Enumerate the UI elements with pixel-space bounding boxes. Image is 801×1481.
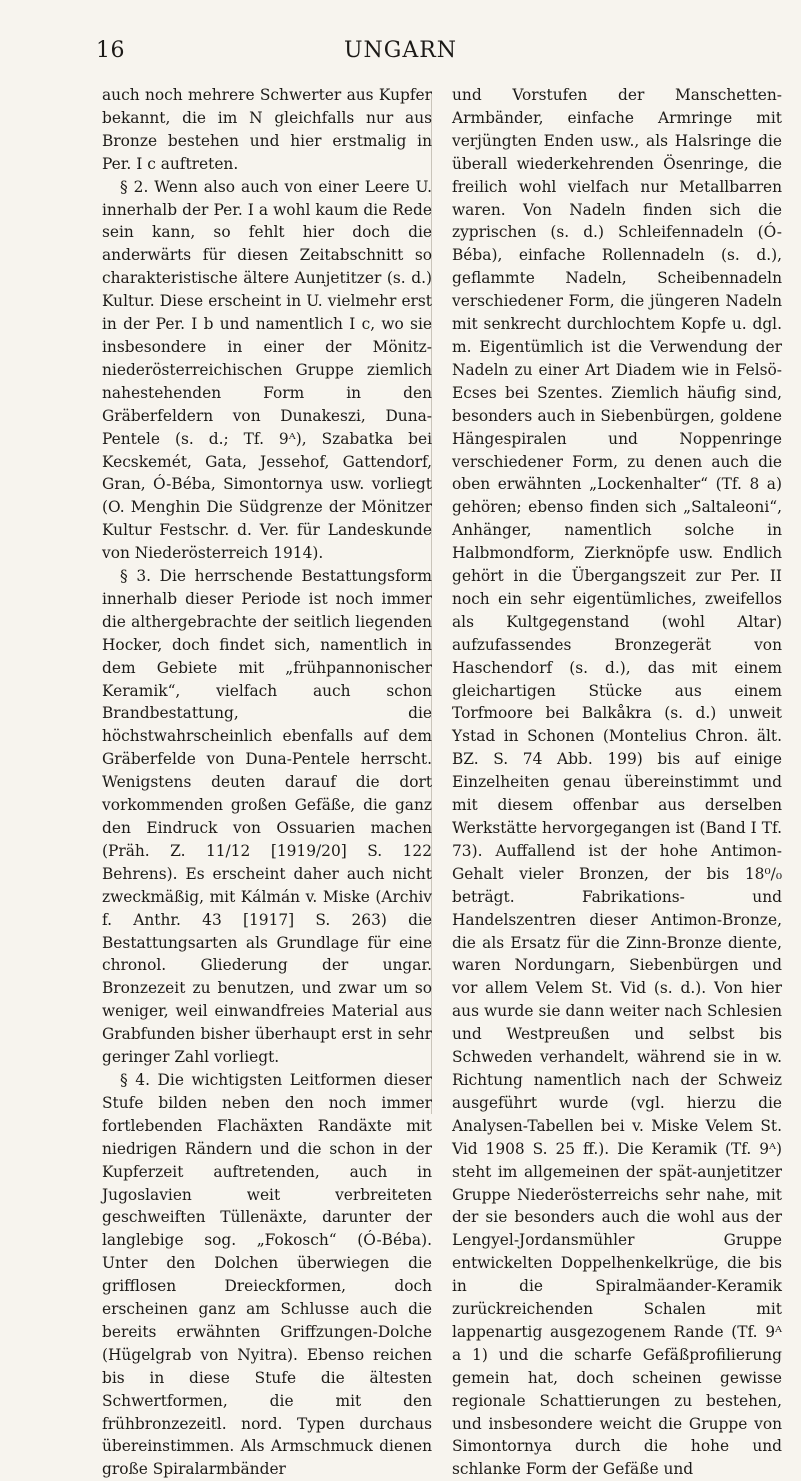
paragraph-section-3: § 3. Die herrschende Bestattungsform innerhalb dieser Periode ist noch immer die althergebrachte der seitlich liegenden Hocker, doch findet sich, namentlich in dem Gebiete mit „frühpannonischer Keramik“, vielfach auch schon Brandbestattung, die höchstwahrscheinlich ebenfalls auf dem Gräberfelde von Duna-Pentele herrscht. Wenigstens deuten darauf die dort vorkommenden großen Gefäße, die ganz den Eindruck von Ossuarien machen (Präh. Z. 11/12 [1919/20] S. 122 Behrens). Es erscheint daher auch nicht zweckmäßig, mit Kálmán v. Miske (Archiv f. Anthr. 43 [1917] S. 263) die Bestattungsarten als Grundlage für eine chronol. Gliederung der ungar. Bronzezeit zu benutzen, und zwar um so weniger, weil einwandfreies Material aus Grabfunden bisher überhaupt erst in sehr geringer Zahl vorliegt. xyxy=(102,567,432,1067)
page-number: 16 xyxy=(96,38,125,63)
paragraph-section-2: § 2. Wenn also auch von einer Leere U. innerhalb der Per. I a wohl kaum die Rede sein kann, so fehlt hier doch die anderwärts für diesen Zeitabschnitt so charakteristische ältere Aunjetitzer (s. d.) Kultur. Diese erscheint in U. vielmehr erst in der Per. I b und namentlich I c, wo sie insbesondere in einer der Mönitz-niederösterreichischen Gruppe ziemlich nahestehenden Form in den Gräberfeldern von Dunakeszi, Duna-Pentele (s. d.; Tf. 9ᴬ), Szabatka bei Kecskemét, Gata, Jessehof, Gattendorf, Gran, Ó-Béba, Simontornya usw. vorliegt (O. Menghin Die Südgrenze der Mönitzer Kultur Festschr. d. Ver. für Landeskunde von Niederösterreich 1914). xyxy=(102,177,432,563)
right-column xyxy=(452,84,782,1481)
running-head: UNGARN xyxy=(343,38,458,63)
paragraph-section-4: § 4. Die wichtigsten Leitformen dieser Stufe bilden neben den noch immer fortlebenden Flachäxten Randäxte mit niedrigen Rändern und die schon in der Kupferzeit auftretenden, auch in Jugoslavien weit verbreiteten geschweiften Tüllenäxte, darunter der langlebige sog. „Fokosch“ (Ó-Béba). Unter den Dolchen überwiegen die grifflosen Dreieckformen, doch erscheinen ganz am Schlusse auch die bereits erwähnten Griffzungen-Dolche (Hügelgrab von Nyitra). Ebenso reichen bis in diese Stufe die ältesten Schwertformen, die mit den frühbronzezeitl. nord. Typen durchaus übereinstimmen. Als Armschmuck dienen große Spiralarmbänder xyxy=(102,1070,432,1479)
page-header xyxy=(0,0,801,80)
paragraph-continuation: und Vorstufen der Manschetten-Armbänder, einfache Armringe mit verjüngten Enden usw., als Halsringe die überall wiederkehrenden Ösenringe, die freilich wohl vielfach nur Metallbarren waren. Von Nadeln finden sich die zyprischen (s. d.) Schleifennadeln (Ó-Béba), einfache Rollennadeln (s. d.), geflammte Nadeln, Scheibennadeln verschiedener Form, die jüngeren Nadeln mit senkrecht durchlochtem Kopfe u. dgl. m. Eigentümlich ist die Verwendung der Nadeln zu einer Art Diadem wie in Felsö-Ecses bei Szentes. Ziemlich häufig sind, besonders auch in Siebenbürgen, goldene Hängespiralen und Noppenringe verschiedener Form, zu denen auch die oben erwähnten „Lockenhalter“ (Tf. 8 a) gehören; ebenso finden sich „Saltaleoni“, Anhänger, namentlich solche in Halbmondform, Zierknöpfe usw. Endlich gehört in die Übergangszeit zur Per. II noch ein sehr eigentümliches, zweifellos als Kultgegenstand (wohl Altar) aufzufassendes Bronzegerät von Haschendorf (s. d.), das mit einem gleichartigen Stücke aus einem Torfmoore bei Balkåkra (s. d.) unweit Ystad in Schonen (Montelius Chron. ält. BZ. S. 74 Abb. 199) bis auf einige Einzelheiten genau übereinstimmt und mit diesem offenbar aus derselben Werkstätte hervorgegangen ist (Band I Tf. 73). Auffallend ist der hohe Antimon-Gehalt vieler Bronzen, der bis 18⁰/₀ beträgt. Fabrikations- und Handelszentren dieser Antimon-Bronze, die als Ersatz für die Zinn-Bronze diente, waren Nordungarn, Siebenbürgen und vor allem Velem St. Vid (s. d.). Von hier aus wurde sie dann weiter nach Schlesien und Westpreußen und selbst bis Schweden verhandelt, während sie in w. Richtung namentlich nach der Schweiz ausgeführt wurde (vgl. hierzu die Analysen-Tabellen bei v. Miske Velem St. Vid 1908 S. 25 ff.). Die Keramik (Tf. 9ᴬ) steht im allgemeinen der spät-aunjetitzer Gruppe Niederösterreichs sehr nahe, mit der sie besonders auch die wohl aus der Lengyel-Jordansmühler Gruppe entwickelten Doppelhenkelkrüge, die bis in die Spiralmäander-Keramik zurückreichenden Schalen mit lappenartig ausgezogenem Rande (Tf. 9ᴬ a 1) und die scharfe Gefäßprofilierung gemein hat, doch scheinen gewisse regionale Schattierungen zu bestehen, und insbesondere weicht die Gruppe von Simontornya durch die hohe und schlanke Form der Gefäße und xyxy=(452,86,782,1479)
left-column xyxy=(102,84,432,1481)
paragraph-intro: auch noch mehrere Schwerter aus Kupfer bekannt, die im N gleichfalls nur aus Bronze bestehen und hier erstmalig in Per. I c auftreten. xyxy=(102,86,432,173)
